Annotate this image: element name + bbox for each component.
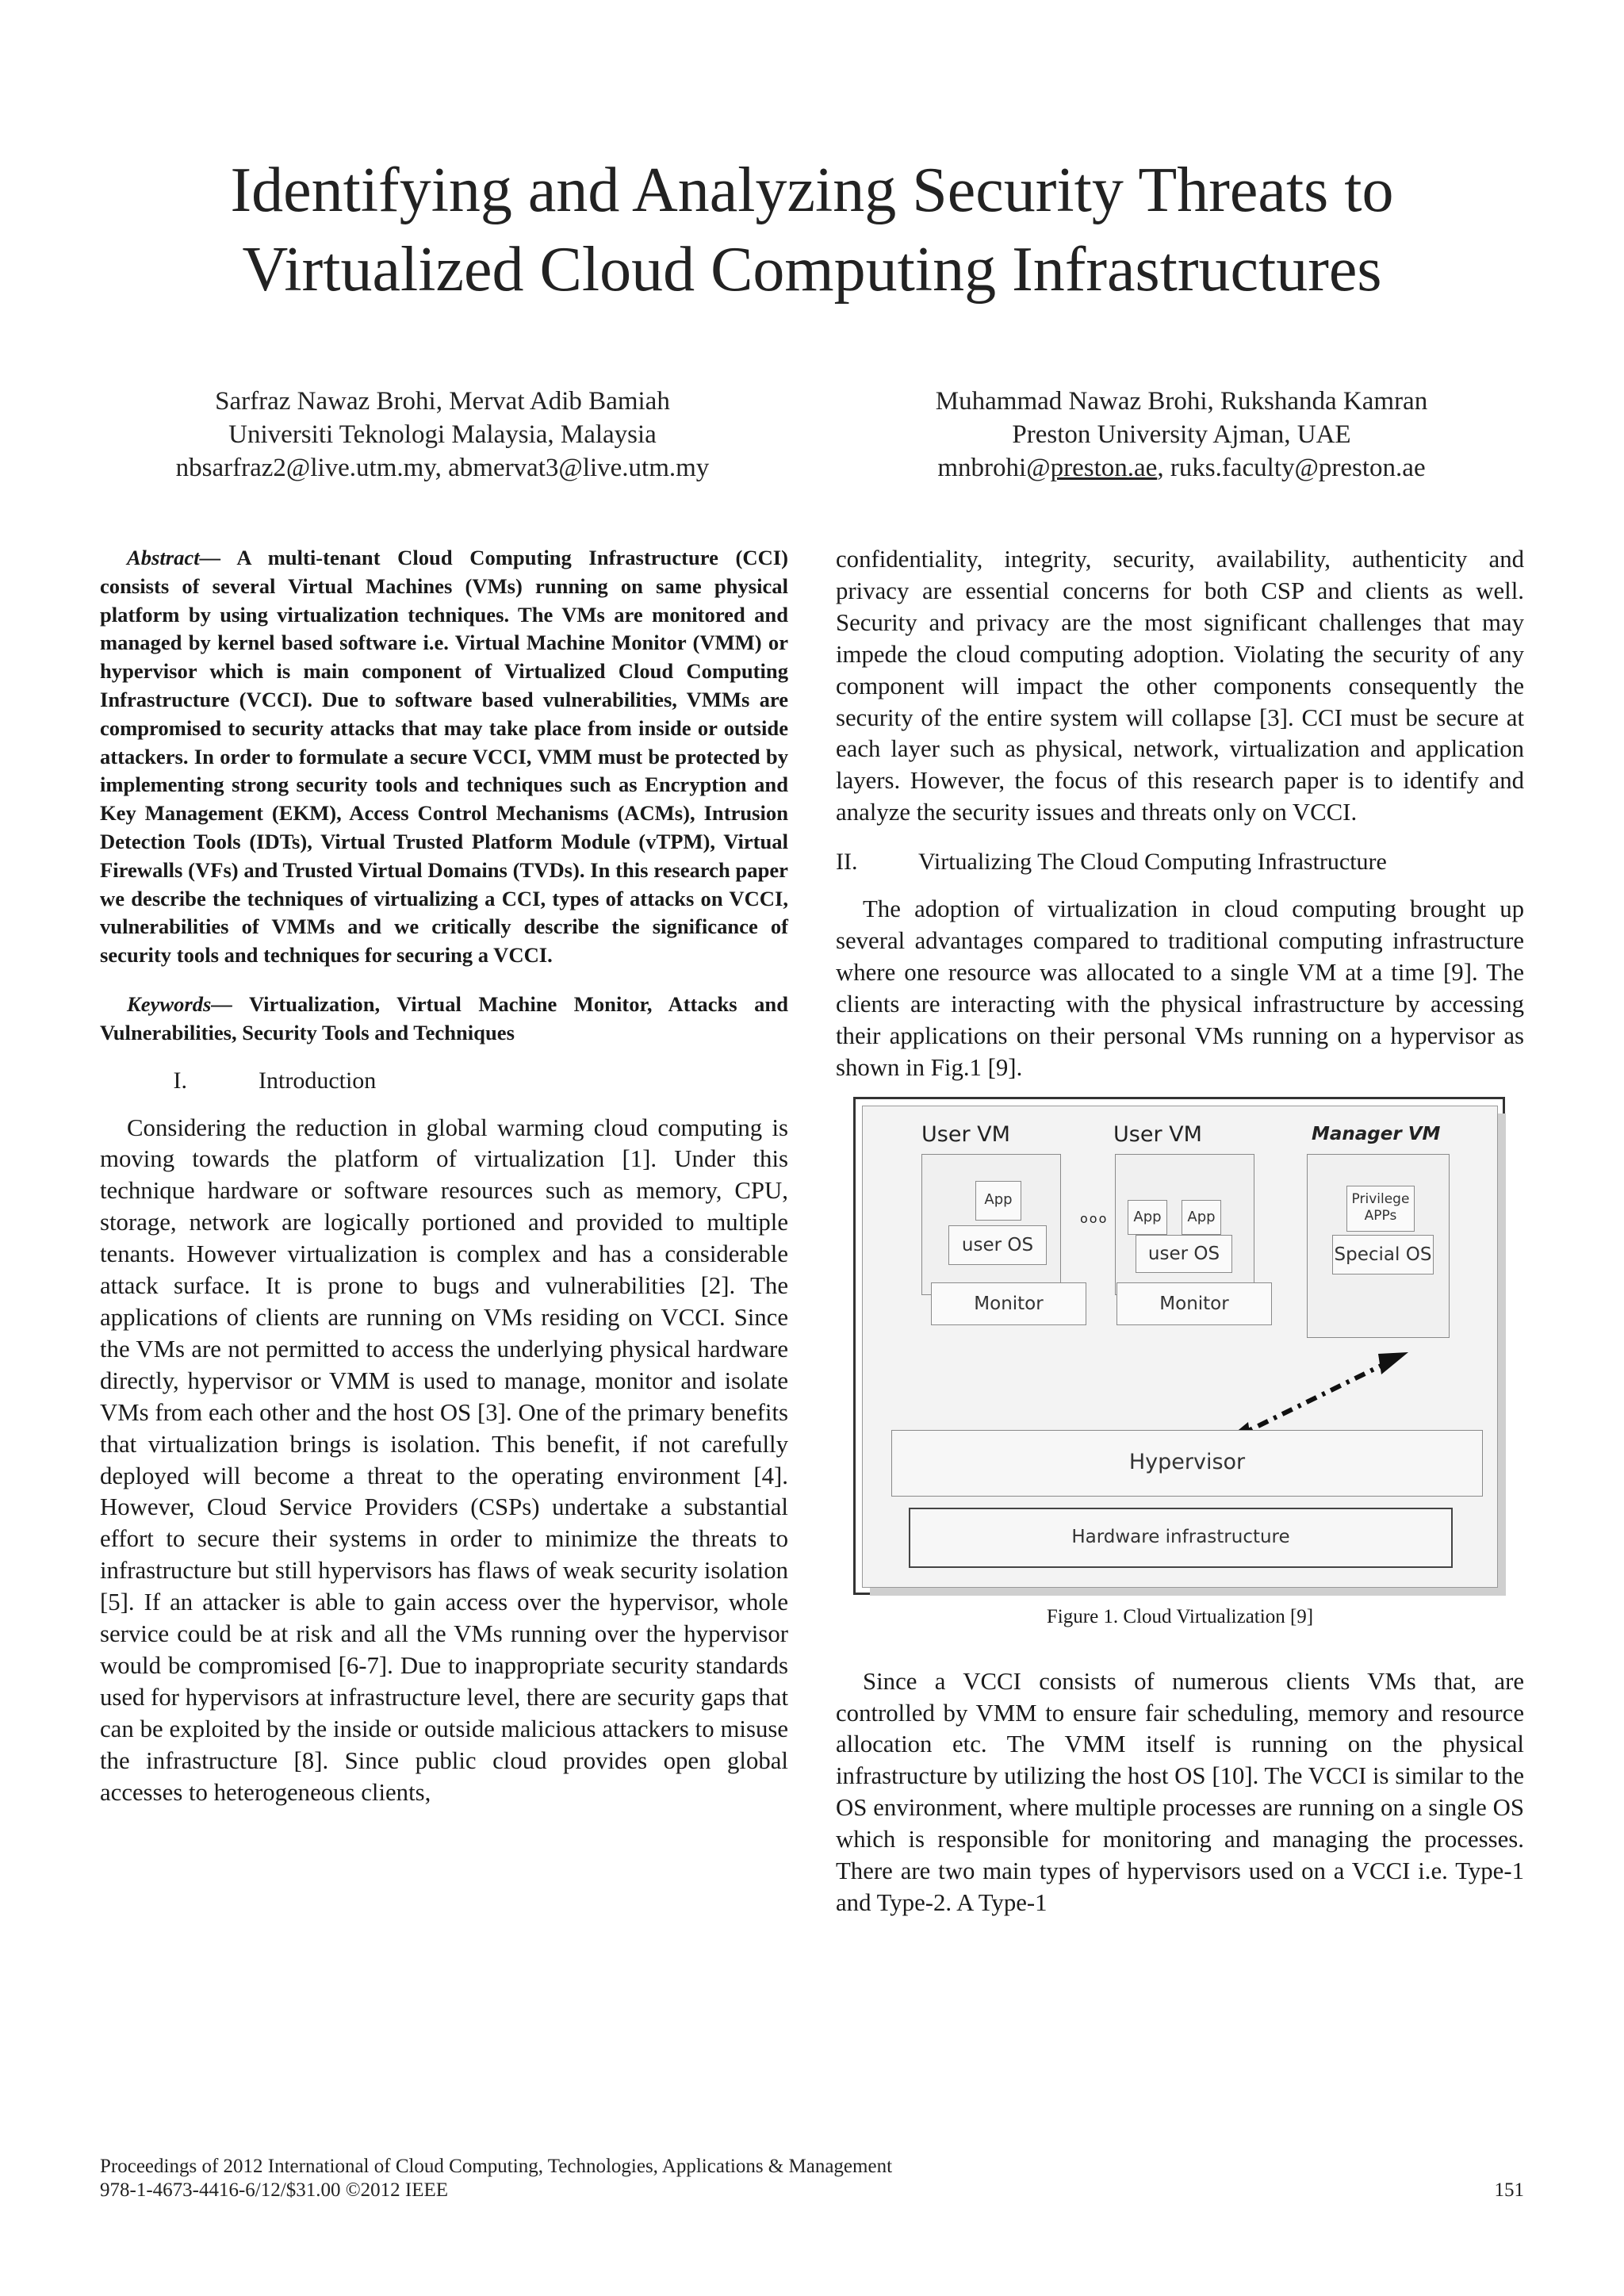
section-number: I. — [173, 1067, 187, 1094]
author-emails-right — [841, 451, 1522, 485]
title-line-1: Identifying and Analyzing Security Threats to — [230, 155, 1394, 225]
virtualizing-paragraph-2: Since a VCCI consists of numerous clients VMs that, are controlled by VMM to ensure fair scheduling, memory and resource allocation etc. The VMM itself is running on the physical infrastructure by utilizing the host OS [10]. The VCCI is similar to the OS environment, where multiple processes are running on a single OS which is responsible for monitoring and managing the processes. There are two main types of hypervisors used on a VCCI i.e. Type-1 and Type-2. A Type-1 — [836, 1667, 1524, 1916]
section-heading-introduction — [100, 1065, 788, 1097]
page-number: 151 — [1494, 2179, 1524, 2201]
vm-label-manager: Manager VM — [1312, 1123, 1441, 1144]
hypervisor-box — [891, 1430, 1483, 1497]
email-second: , ruks.faculty@preston.ae — [1157, 454, 1426, 482]
left-column — [100, 544, 788, 1808]
ellipsis-vms: ooo — [1080, 1210, 1109, 1226]
hypervisor-label: Hypervisor — [1128, 1449, 1246, 1474]
author-names-right: Muhammad Nawaz Brohi, Rukshanda Kamran — [935, 387, 1428, 416]
keywords-label: Keywords— — [127, 991, 232, 1016]
footer-isbn: 978-1-4673-4416-6/12/$31.00 ©2012 IEEE — [100, 2179, 449, 2201]
hardware-label: Hardware infrastructure — [1071, 1526, 1290, 1547]
figure-cloud-virtualization — [853, 1097, 1505, 1595]
user-os-label-2: user OS — [1147, 1243, 1220, 1264]
arrow-head-right — [1378, 1352, 1408, 1374]
app-label-3: App — [1187, 1208, 1216, 1225]
introduction-paragraph: Considering the reduction in global warming cloud computing is moving towards the platform of virtualization [1]. Under this technique hardware or software resources such as memory, CPU, storage, network are logically portioned and provided to multiple tenants. However virtualization is complex and has a considerable attack surface. It is prone to bugs and vulnerabilities [2]. The applications of clients are running on VMs residing on VCCI. Since the VMs are not permitted to access the underlying physical hardware directly, hypervisor or VMM is used to manage, monitor and isolate VMs from each other and the host OS [3]. One of the primary benefits that virtualization brings is isolation. This benefit, if not carefully deployed will become a threat to the operating environment [4]. However, Cloud Service Providers (CSPs) undertake a substantial effort to secure their systems in order to minimize the threats to infrastructure but still hypervisors has flaws of weak security isolation [5]. If an attacker is able to gain access over the hypervisor, whole service could be at risk and all the VMs running over the hypervisor would be compromised [6-7]. Due to inappropriate security standards used for hypervisors at infrastructure level, there are security gaps that can be exploited by the inside or outside malicious attackers to misuse the infrastructure [8]. Since public cloud provides open global accesses to heterogeneous clients, — [100, 1114, 788, 1806]
author-block-right — [841, 385, 1522, 485]
abstract-label: Abstract— — [127, 546, 221, 569]
user-os-label-1: user OS — [961, 1234, 1034, 1255]
email-prefix: mnbrohi@ — [937, 454, 1051, 482]
figure-canvas — [862, 1106, 1498, 1588]
author-block-left — [102, 385, 783, 485]
keywords-text: Virtualization, Virtual Machine Monitor, Attacks and Vulnerabilities, Security Tools and Techniques — [100, 991, 788, 1045]
app-label-1: App — [984, 1190, 1013, 1208]
email-link-domain[interactable]: preston.ae — [1050, 454, 1158, 482]
section-title: Virtualizing The Cloud Computing Infrastructure — [918, 849, 1387, 876]
privilege-line-2: APPs — [1364, 1207, 1397, 1224]
section-number: II. — [836, 849, 858, 876]
author-emails-left: nbsarfraz2@live.utm.my, abmervat3@live.utm.my — [175, 454, 710, 482]
author-affiliation-right: Preston University Ajman, UAE — [1012, 420, 1351, 449]
author-affiliation-left: Universiti Teknologi Malaysia, Malaysia — [228, 420, 657, 449]
right-top-paragraph: confidentiality, integrity, security, availability, authenticity and privacy are essential concerns for both CSP and clients as well. Security and privacy are the most significant challenges that may impede the cloud computing adoption. Violating the security of any component will impact the other components consequently the security of the entire system will collapse [3]. CCI must be secure at each layer such as physical, network, virtualization and application layers. However, the focus of this research paper is to identify and analyze the security issues and threats only on VCCI. — [836, 546, 1524, 826]
app-label-2: App — [1133, 1208, 1162, 1225]
monitor-label-1: Monitor — [974, 1293, 1044, 1314]
footer-proceedings: Proceedings of 2012 International of Cloud Computing, Technologies, Applications & Management — [100, 2156, 893, 2177]
page-footer — [100, 2155, 1524, 2202]
figure-caption: Figure 1. Cloud Virtualization [9] — [1046, 1605, 1314, 1627]
hardware-box — [909, 1508, 1453, 1568]
vm-label-2: User VM — [1113, 1121, 1202, 1147]
keywords — [100, 991, 788, 1048]
monitor-label-2: Monitor — [1159, 1293, 1229, 1314]
abstract-text: A multi-tenant Cloud Computing Infrastructure (CCI) consists of several Virtual Machines (VMs) running on same physical platform by using virtualization techniques. The VMs are monitored and managed by kernel based software i.e. Virtual Machine Monitor (VMM) or hypervisor which is main component of Virtualized Cloud Computing Infrastructure (VCCI). Due to software based vulnerabilities, VMMs are compromised to security attacks that may take place from inside or outside attackers. In order to formulate a secure VCCI, VMM must be protected by implementing strong security tools and techniques such as Encryption and Key Management (EKM), Access Control Mechanisms (ACMs), Intrusion Detection Tools (IDTs), Virtual Trusted Platform Module (vTPM), Virtual Firewalls (VFs) and Trusted Virtual Domains (TVDs). In this research paper we describe the techniques of virtualizing a CCI, types of attacks on VCCI, vulnerabilities of VMMs and we critically describe the significance of security tools and techniques for securing a VCCI. — [100, 546, 788, 968]
virtualizing-paragraph-1: The adoption of virtualization in cloud computing brought up several advantages compared to traditional computing infrastructure where one resource was allocated to a single VM at a time [9]. The clients are interacting with the physical infrastructure by accessing their applications on their personal VMs running on a hypervisor as shown in Fig.1 [9]. — [836, 895, 1524, 1081]
paper-title — [0, 151, 1624, 309]
section-heading-virtualizing — [836, 846, 1524, 878]
special-os-label: Special OS — [1334, 1244, 1432, 1265]
section-title: Introduction — [259, 1067, 377, 1094]
vm-label-1: User VM — [921, 1121, 1010, 1147]
abstract — [100, 544, 788, 970]
title-line-2: Virtualized Cloud Computing Infrastructures — [242, 235, 1382, 305]
author-names-left: Sarfraz Nawaz Brohi, Mervat Adib Bamiah — [215, 387, 670, 416]
right-column — [836, 544, 1524, 1919]
privilege-line-1: Privilege — [1351, 1190, 1410, 1207]
arrow-line — [1234, 1359, 1396, 1438]
